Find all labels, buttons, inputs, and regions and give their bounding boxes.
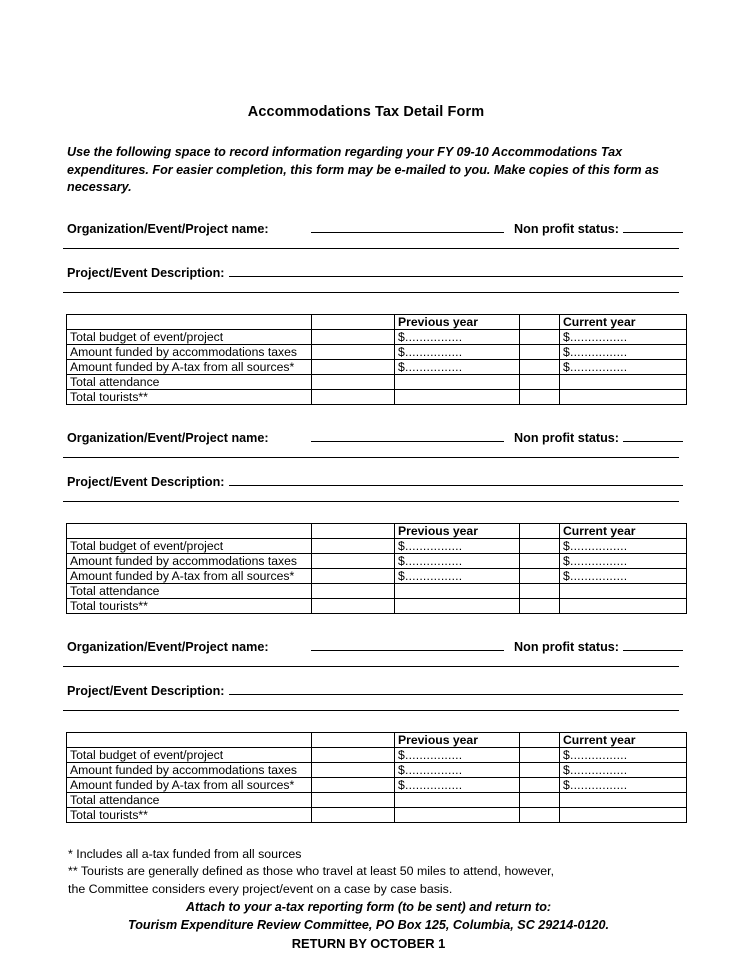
- row-previous-year-value[interactable]: $................: [395, 553, 520, 568]
- row-previous-year-value[interactable]: $................: [395, 359, 520, 374]
- detail-table-wrapper: [66, 732, 683, 823]
- row-spacer-cell-2[interactable]: [520, 762, 560, 777]
- organization-row: [67, 219, 683, 236]
- row-label: Amount funded by accommodations taxes: [67, 553, 312, 568]
- row-previous-year-value[interactable]: [395, 583, 520, 598]
- row-label: Amount funded by accommodations taxes: [67, 762, 312, 777]
- header-previous-year: Previous year: [395, 314, 520, 329]
- row-spacer-cell[interactable]: [312, 568, 395, 583]
- entry-section-2: [63, 428, 683, 614]
- organization-name-input[interactable]: [311, 428, 505, 442]
- organization-overflow-line[interactable]: [63, 248, 679, 249]
- non-profit-status-input[interactable]: [623, 219, 683, 233]
- header-spacer-cell: [312, 732, 395, 747]
- row-spacer-cell-2[interactable]: [520, 792, 560, 807]
- footnote-continuation: the Committee considers every project/event on a case by case basis.: [68, 881, 453, 896]
- submission-instructions: [68, 898, 683, 953]
- row-current-year-value[interactable]: $................: [560, 538, 687, 553]
- detail-table-wrapper: [66, 523, 683, 614]
- row-previous-year-value[interactable]: [395, 598, 520, 613]
- header-spacer-cell-2: [520, 523, 560, 538]
- attach-instruction: Attach to your a-tax reporting form (to be sent) and return to:: [185, 900, 552, 914]
- header-spacer-cell-2: [520, 314, 560, 329]
- row-spacer-cell-2[interactable]: [520, 359, 560, 374]
- row-spacer-cell[interactable]: [312, 598, 395, 613]
- intro-paragraph: Use the following space to record information regarding your FY 09-10 Accommodations Tax expenditures. For easier completion, this form may be e-mailed to you. Make copies of this form as necessary.: [67, 145, 660, 194]
- row-label: Total attendance: [67, 792, 312, 807]
- detail-table: [66, 314, 687, 405]
- row-spacer-cell[interactable]: [312, 583, 395, 598]
- organization-name-input[interactable]: [311, 219, 505, 233]
- table-row: [67, 359, 687, 374]
- mailing-address: Tourism Expenditure Review Committee, PO Box 125, Columbia, SC 29214-0120.: [127, 918, 610, 932]
- row-spacer-cell[interactable]: [312, 359, 395, 374]
- row-current-year-value[interactable]: $................: [560, 568, 687, 583]
- form-content: [63, 0, 683, 953]
- return-deadline: RETURN BY OCTOBER 1: [291, 936, 446, 951]
- row-spacer-cell[interactable]: [312, 762, 395, 777]
- header-current-year: Current year: [560, 523, 687, 538]
- footnote-double-asterisk: ** Tourists are generally defined as those who travel at least 50 miles to attend, however,: [68, 864, 555, 878]
- description-input[interactable]: [229, 472, 683, 486]
- header-blank-cell: [67, 732, 312, 747]
- detail-table: [66, 732, 687, 823]
- footnotes-block: [63, 846, 683, 954]
- row-spacer-cell[interactable]: [312, 344, 395, 359]
- header-previous-year: Previous year: [395, 523, 520, 538]
- header-spacer-cell: [312, 314, 395, 329]
- row-previous-year-value[interactable]: $................: [395, 344, 520, 359]
- description-row: [67, 263, 683, 280]
- row-previous-year-value[interactable]: [395, 807, 520, 822]
- entry-section-3: [63, 637, 683, 823]
- table-row: [67, 553, 687, 568]
- row-spacer-cell-2[interactable]: [520, 807, 560, 822]
- row-spacer-cell-2[interactable]: [520, 598, 560, 613]
- description-row: [67, 472, 683, 489]
- row-previous-year-value[interactable]: $................: [395, 538, 520, 553]
- header-previous-year: Previous year: [395, 732, 520, 747]
- entry-section-1: [63, 219, 683, 405]
- non-profit-status-label: Non profit status:: [514, 430, 619, 445]
- organization-name-input[interactable]: [311, 637, 505, 651]
- organization-label: Organization/Event/Project name:: [67, 430, 269, 445]
- row-current-year-value[interactable]: $................: [560, 777, 687, 792]
- description-input[interactable]: [229, 681, 683, 695]
- row-label: Amount funded by accommodations taxes: [67, 344, 312, 359]
- non-profit-status-label: Non profit status:: [514, 639, 619, 654]
- table-row: [67, 329, 687, 344]
- table-row: [67, 538, 687, 553]
- row-spacer-cell[interactable]: [312, 777, 395, 792]
- row-spacer-cell[interactable]: [312, 389, 395, 404]
- table-row: [67, 762, 687, 777]
- row-label: Total attendance: [67, 583, 312, 598]
- header-current-year: Current year: [560, 732, 687, 747]
- spacer: [63, 614, 683, 637]
- table-header-row: [67, 732, 687, 747]
- spacer: [63, 405, 683, 428]
- row-previous-year-value[interactable]: [395, 792, 520, 807]
- spacer: [63, 197, 683, 219]
- non-profit-status-label: Non profit status:: [514, 221, 619, 236]
- header-current-year: Current year: [560, 314, 687, 329]
- organization-label: Organization/Event/Project name:: [67, 221, 269, 236]
- table-row: [67, 792, 687, 807]
- table-row: [67, 568, 687, 583]
- row-current-year-value[interactable]: $................: [560, 762, 687, 777]
- non-profit-status-input[interactable]: [623, 637, 683, 651]
- row-label: Total tourists**: [67, 389, 312, 404]
- organization-overflow-line[interactable]: [63, 457, 679, 458]
- row-spacer-cell[interactable]: [312, 553, 395, 568]
- row-current-year-value[interactable]: $................: [560, 329, 687, 344]
- row-label: Total budget of event/project: [67, 538, 312, 553]
- row-current-year-value[interactable]: [560, 807, 687, 822]
- table-row: [67, 583, 687, 598]
- description-row: [67, 681, 683, 698]
- header-spacer-cell: [312, 523, 395, 538]
- description-label: Project/Event Description:: [67, 265, 225, 280]
- row-spacer-cell[interactable]: [312, 807, 395, 822]
- row-spacer-cell-2[interactable]: [520, 344, 560, 359]
- row-current-year-value[interactable]: [560, 389, 687, 404]
- row-current-year-value[interactable]: $................: [560, 344, 687, 359]
- organization-row: [67, 428, 683, 445]
- row-spacer-cell[interactable]: [312, 329, 395, 344]
- row-current-year-value[interactable]: [560, 374, 687, 389]
- header-spacer-cell-2: [520, 732, 560, 747]
- row-current-year-value[interactable]: $................: [560, 747, 687, 762]
- row-spacer-cell-2[interactable]: [520, 329, 560, 344]
- row-spacer-cell-2[interactable]: [520, 389, 560, 404]
- row-previous-year-value[interactable]: $................: [395, 329, 520, 344]
- table-row: [67, 344, 687, 359]
- organization-overflow-line[interactable]: [63, 666, 679, 667]
- row-current-year-value[interactable]: $................: [560, 553, 687, 568]
- row-spacer-cell[interactable]: [312, 747, 395, 762]
- row-spacer-cell-2[interactable]: [520, 583, 560, 598]
- table-row: [67, 777, 687, 792]
- row-current-year-value[interactable]: [560, 598, 687, 613]
- header-blank-cell: [67, 523, 312, 538]
- detail-table: [66, 523, 687, 614]
- row-previous-year-value[interactable]: $................: [395, 777, 520, 792]
- row-spacer-cell[interactable]: [312, 538, 395, 553]
- table-row: [67, 598, 687, 613]
- description-input[interactable]: [229, 263, 683, 277]
- row-label: Amount funded by A-tax from all sources*: [67, 568, 312, 583]
- row-spacer-cell-2[interactable]: [520, 374, 560, 389]
- footnote-asterisk: * Includes all a-tax funded from all sources: [68, 846, 302, 861]
- row-current-year-value[interactable]: [560, 583, 687, 598]
- row-previous-year-value[interactable]: [395, 374, 520, 389]
- detail-table-wrapper: [66, 314, 683, 405]
- organization-label: Organization/Event/Project name:: [67, 639, 269, 654]
- organization-row: [67, 637, 683, 654]
- description-overflow-line[interactable]: [63, 501, 679, 502]
- row-label: Total tourists**: [67, 807, 312, 822]
- row-spacer-cell-2[interactable]: [520, 553, 560, 568]
- table-header-row: [67, 523, 687, 538]
- description-overflow-line[interactable]: [63, 710, 679, 711]
- row-previous-year-value[interactable]: $................: [395, 568, 520, 583]
- row-label: Total attendance: [67, 374, 312, 389]
- row-spacer-cell-2[interactable]: [520, 747, 560, 762]
- table-row: [67, 747, 687, 762]
- header-blank-cell: [67, 314, 312, 329]
- description-label: Project/Event Description:: [67, 474, 225, 489]
- row-spacer-cell-2[interactable]: [520, 777, 560, 792]
- table-header-row: [67, 314, 687, 329]
- row-label: Amount funded by A-tax from all sources*: [67, 777, 312, 792]
- description-label: Project/Event Description:: [67, 683, 225, 698]
- row-spacer-cell-2[interactable]: [520, 538, 560, 553]
- row-previous-year-value[interactable]: [395, 389, 520, 404]
- table-row: [67, 374, 687, 389]
- row-current-year-value[interactable]: [560, 792, 687, 807]
- table-row: [67, 807, 687, 822]
- row-spacer-cell[interactable]: [312, 792, 395, 807]
- non-profit-status-input[interactable]: [623, 428, 683, 442]
- row-label: Total tourists**: [67, 598, 312, 613]
- row-spacer-cell[interactable]: [312, 374, 395, 389]
- row-previous-year-value[interactable]: $................: [395, 747, 520, 762]
- row-current-year-value[interactable]: $................: [560, 359, 687, 374]
- row-spacer-cell-2[interactable]: [520, 568, 560, 583]
- table-row: [67, 389, 687, 404]
- row-previous-year-value[interactable]: $................: [395, 762, 520, 777]
- row-label: Total budget of event/project: [67, 747, 312, 762]
- row-label: Amount funded by A-tax from all sources*: [67, 359, 312, 374]
- description-overflow-line[interactable]: [63, 292, 679, 293]
- page-title: Accommodations Tax Detail Form: [247, 104, 485, 120]
- row-label: Total budget of event/project: [67, 329, 312, 344]
